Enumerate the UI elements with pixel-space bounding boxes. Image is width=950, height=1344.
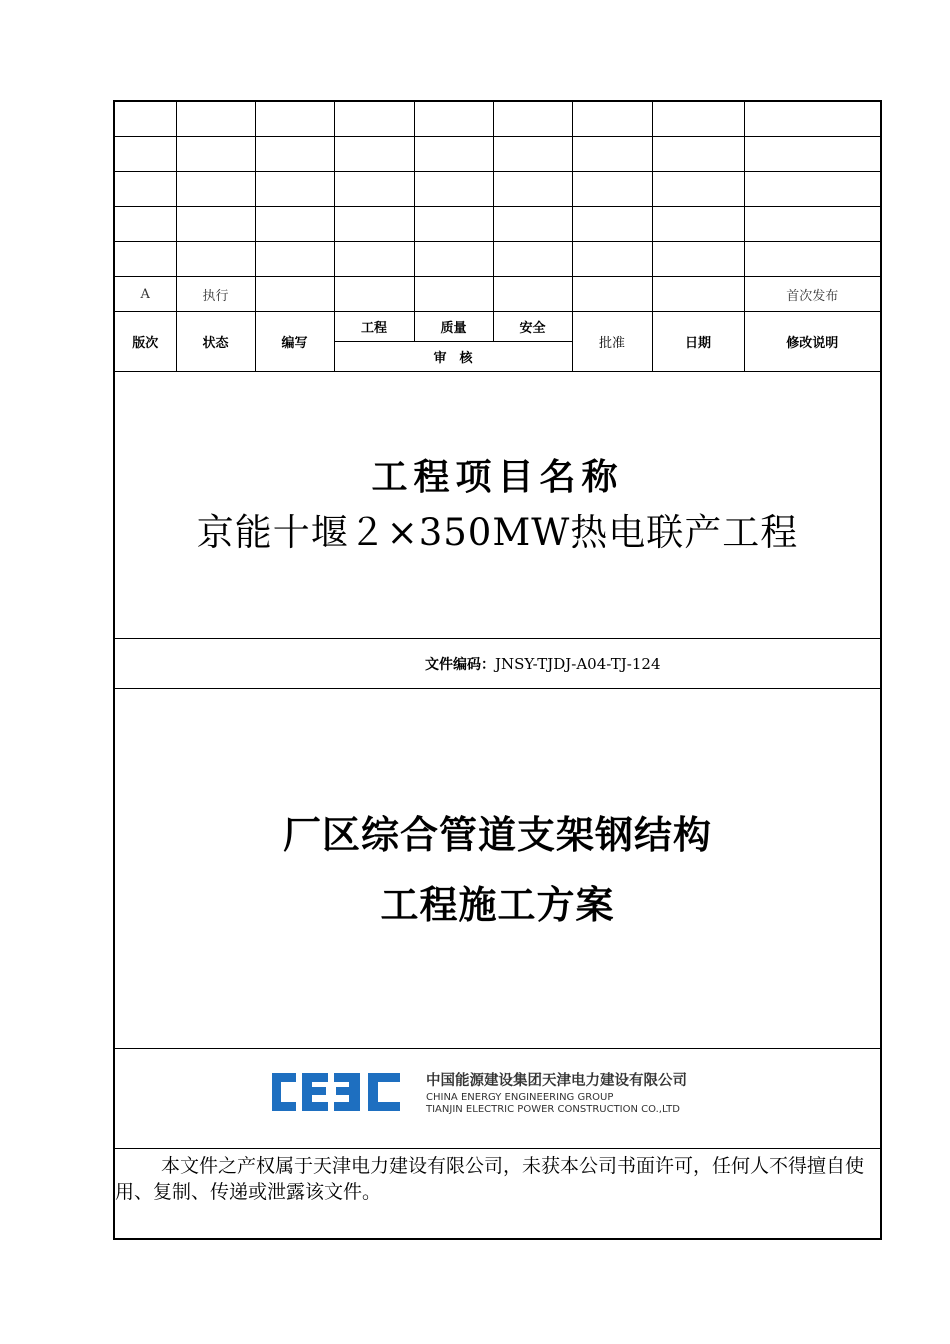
revision-blank-row — [115, 102, 880, 137]
header-date: 日期 — [652, 312, 744, 372]
revision-note-cell: 首次发布 — [744, 277, 880, 312]
file-code — [425, 654, 661, 674]
header-version: 版次 — [115, 312, 176, 372]
revision-blank-row — [115, 242, 880, 277]
revision-row-a — [115, 277, 880, 312]
revision-table — [115, 102, 880, 372]
header-safety: 安全 — [493, 312, 572, 342]
document-title-line1: 厂区综合管道支架钢结构 — [282, 813, 712, 857]
revision-version-cell: A — [115, 277, 176, 312]
header-engineering: 工程 — [334, 312, 414, 342]
revision-header-row — [115, 312, 880, 342]
revision-blank-row — [115, 172, 880, 207]
header-status: 状态 — [176, 312, 255, 372]
header-note: 修改说明 — [744, 312, 880, 372]
revision-status-cell: 执行 — [176, 277, 255, 312]
company-name-cn: 中国能源建设集团天津电力建设有限公司 — [426, 1073, 687, 1089]
project-name: 京能十堰２×350MW热电联产工程 — [196, 511, 799, 554]
document-title-section — [115, 689, 880, 1049]
file-code-value: JNSY-TJDJ-A04-TJ-124 — [495, 655, 661, 673]
copyright-section — [115, 1149, 880, 1240]
copyright-notice: 本文件之产权属于天津电力建设有限公司，未获本公司书面许可，任何人不得擅自使用、复制、传递或泄露该文件。 — [115, 1155, 865, 1203]
file-code-section — [115, 639, 880, 689]
project-label: 工程项目名称 — [371, 457, 624, 498]
cover-frame — [113, 100, 882, 1240]
project-section — [115, 374, 880, 639]
revision-blank-row — [115, 137, 880, 172]
revision-blank-row — [115, 207, 880, 242]
company-name-en-1: CHINA ENERGY ENGINEERING GROUP — [426, 1092, 614, 1103]
header-review: 审 核 — [334, 342, 572, 372]
company-name-en-2: TIANJIN ELECTRIC POWER CONSTRUCTION CO.,LTD — [426, 1104, 680, 1115]
header-quality: 质量 — [414, 312, 493, 342]
file-code-label: 文件编码： — [425, 657, 495, 673]
company-section — [115, 1049, 880, 1149]
header-author: 编写 — [255, 312, 334, 372]
ceec-logo-icon — [268, 1069, 404, 1115]
document-title-line2: 工程施工方案 — [380, 883, 615, 927]
header-approve: 批准 — [572, 312, 652, 372]
